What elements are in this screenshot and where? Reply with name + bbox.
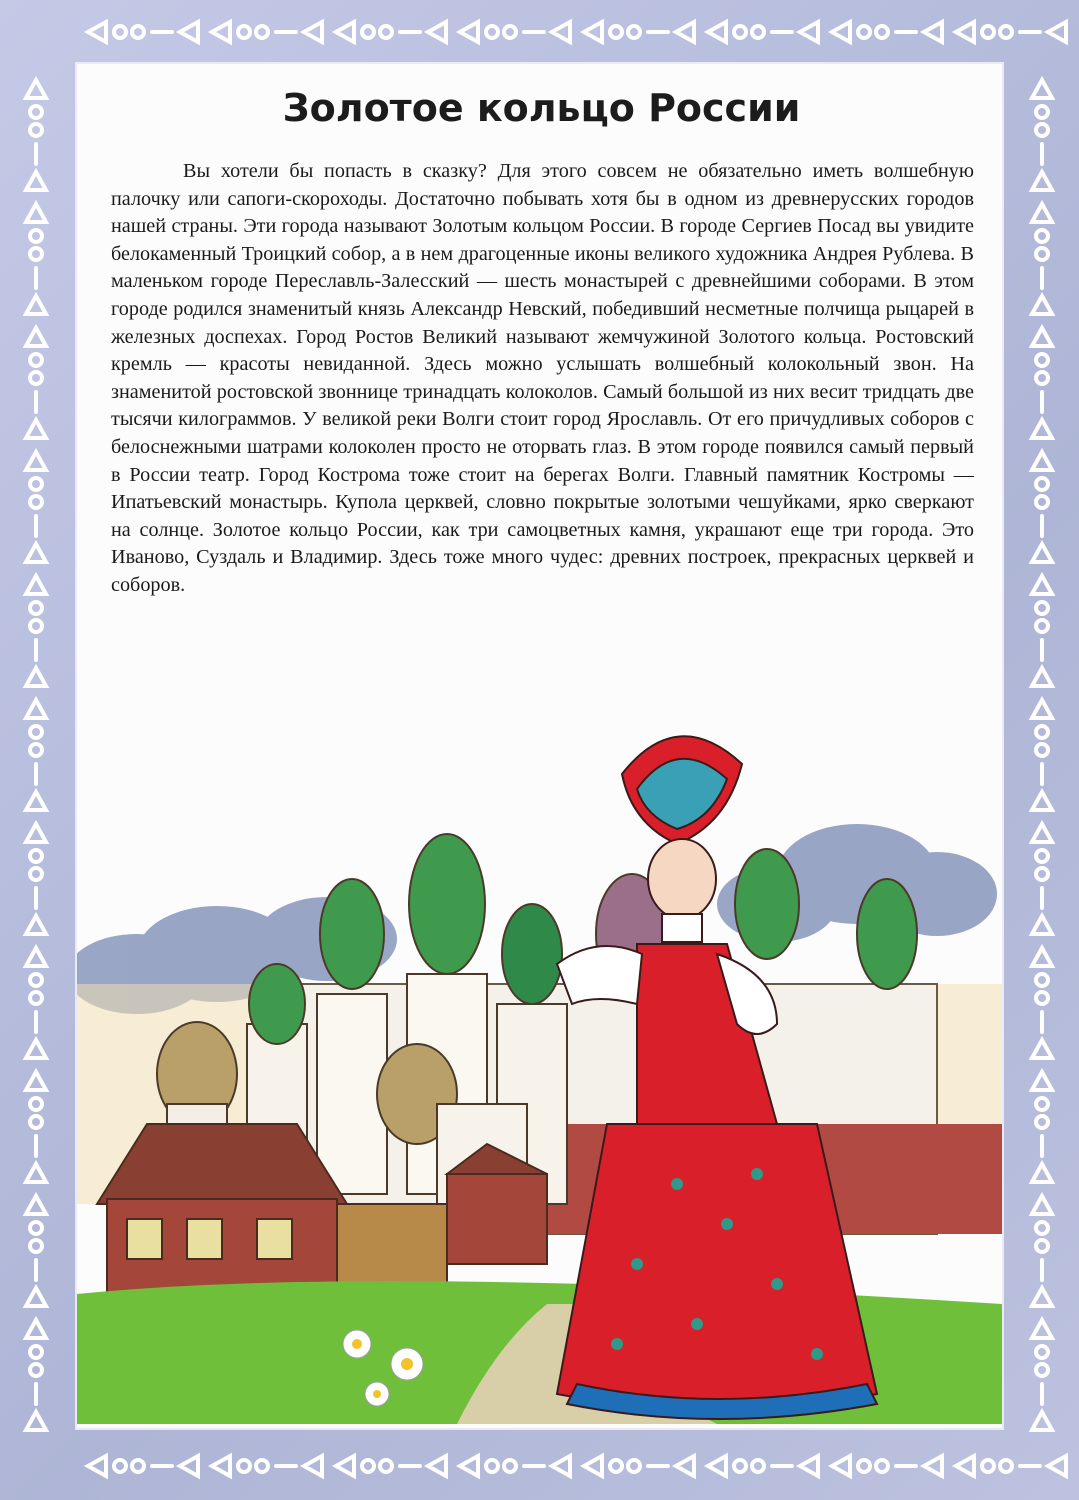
content-panel: [75, 62, 1004, 1430]
article-text: [111, 158, 974, 600]
kremlin-illustration-icon: [77, 704, 1002, 1424]
article-paragraph: Вы хотели бы попасть в сказку? Для этого совсем не обязательно иметь волшебную палочку или сапоги-скороходы. Достаточно побывать хотя бы в одном из древнерусских городов нашей страны. Эти города называют Золотым кольцом России. В городе Сергиев Посад вы увидите белокаменный Троицкий собор, а в нем драгоценные иконы великого художника Андрея Рублева. В маленьком городе Переславль-Залесский — шесть монастырей с древнейшими соборами. В этом городе родился знаменитый князь Александр Невский, победивший несметные полчища рыцарей в железных доспехах. Город Ростов Великий называют жемчужиной Золотого кольца. Ростовский кремль — красоты невиданной. Здесь можно услышать волшебный колокольный звон. На знаменитой ростовской звоннице тринадцать колоколов. Самый большой из них весит тридцать две тысячи килограммов. У великой реки Волги стоит город Ярославль. От его причудливых соборов с белоснежными шатрами колоколен просто не оторвать глаз. В этом городе появился самый первый в России театр. Город Кострома тоже стоит на берегах Волги. Главный памятник Костромы — Ипатьевский монастырь. Купола церквей, словно покрытые золотыми чешуйками, ярко сверкают на солнце. Золотое кольцо России, как три самоцветных камня, украшают еще три города. Это Иваново, Суздаль и Владимир. Здесь тоже много чудес: древних построек, прекрасных церквей и соборов.: [111, 160, 974, 596]
page-title: Золотое кольцо России: [282, 86, 801, 130]
